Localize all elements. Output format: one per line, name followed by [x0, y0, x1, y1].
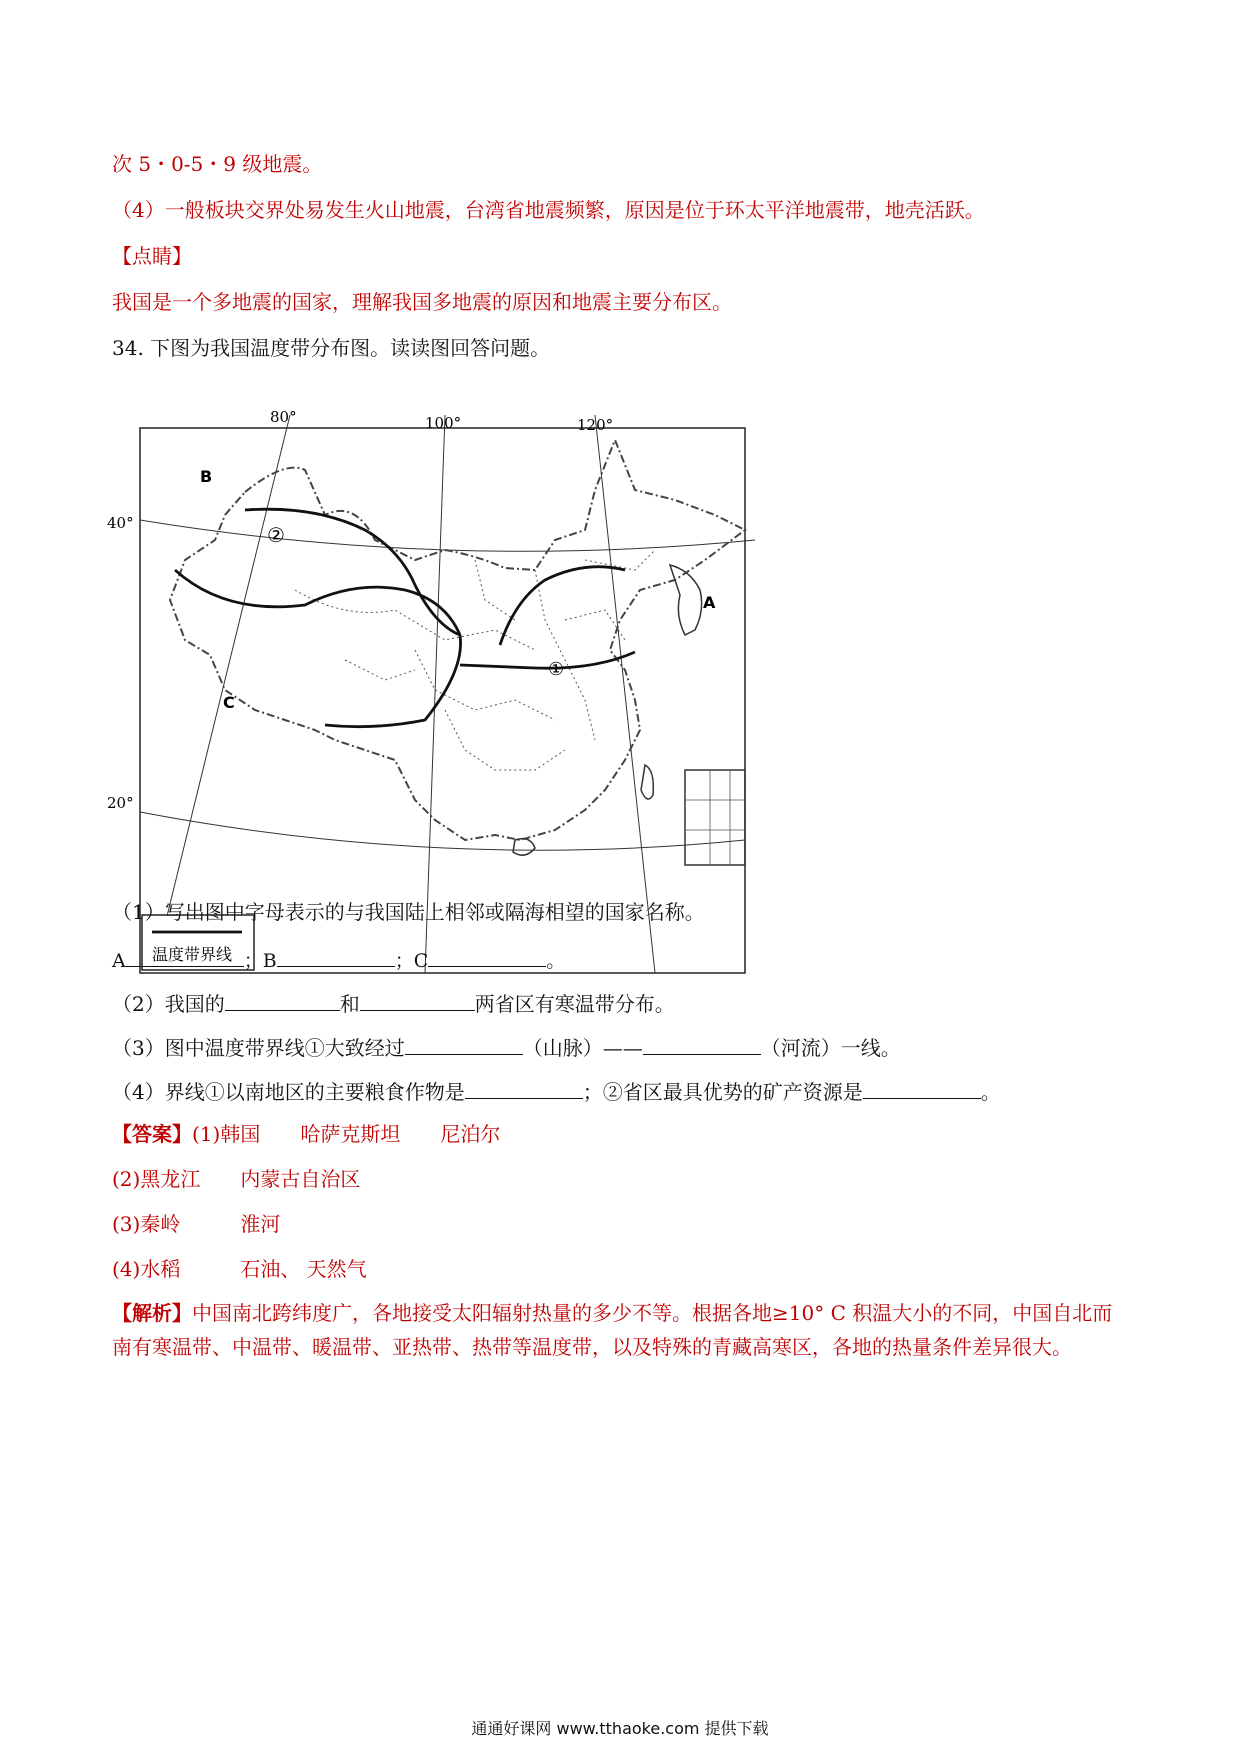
- meridian-80: [155, 415, 290, 965]
- q1-label-b: ；B: [243, 950, 277, 972]
- page-footer: 通通好课网 www.tthaoke.com 提供下载: [471, 1719, 769, 1738]
- q2-text-c: 两省区有寒温带分布。: [474, 992, 675, 1016]
- q2-row: [112, 988, 675, 1018]
- q4-row: [112, 1076, 1001, 1106]
- q2-blank-1[interactable]: [225, 988, 340, 1011]
- q3-text-b: （山脉）——: [522, 1036, 643, 1060]
- q1-blanks-row: [112, 944, 565, 975]
- map-letter-c: C: [223, 693, 235, 712]
- lon-label-120: 120°: [577, 416, 614, 434]
- lon-label-80: 80°: [270, 408, 297, 426]
- q1-blank-c[interactable]: [428, 944, 546, 967]
- analysis-block: [112, 1296, 1132, 1364]
- q1-end: 。: [546, 950, 566, 972]
- answer-1: (1)韩国 哈萨克斯坦 尼泊尔: [192, 1122, 501, 1146]
- answer-2: (2)黑龙江 内蒙古自治区: [112, 1167, 361, 1191]
- temperature-zone-map: [107, 408, 855, 980]
- parallel-40: [140, 520, 755, 551]
- q2-text-a: （2）我国的: [112, 992, 225, 1016]
- south-sea-inset: [685, 770, 745, 865]
- analysis-label: 【解析】: [112, 1301, 192, 1325]
- analysis-text: 中国南北跨纬度广，各地接受太阳辐射热量的多少不等。根据各地≥10° C 积温大小的不同，中国自北而南有寒温带、中温带、暖温带、亚热带、热带等温度带，以及特殊的青藏高寒区，各地的热量条件差异很大。: [112, 1301, 1113, 1359]
- q3-text-c: （河流）一线。: [760, 1036, 901, 1060]
- prev-answer-line-4: （4）一般板块交界处易发生火山地震，台湾省地震频繁，原因是位于环太平洋地震带，地壳活跃。: [112, 198, 985, 222]
- boundary-line-plateau: [175, 570, 461, 727]
- china-border: [170, 440, 745, 840]
- q2-text-b: 和: [339, 992, 360, 1016]
- q1-blank-b[interactable]: [277, 944, 395, 967]
- q3-blank-1[interactable]: [405, 1032, 523, 1055]
- answer-4: (4)水稻 石油、 天然气: [112, 1257, 367, 1281]
- dianjing-text: 我国是一个多地震的国家，理解我国多地震的原因和地震主要分布区。: [112, 290, 732, 314]
- legend-label: 温度带界线: [152, 945, 233, 964]
- map-letter-a: A: [703, 593, 716, 612]
- answer-label: 【答案】: [112, 1122, 192, 1146]
- question-title: 34. 下图为我国温度带分布图。读读图回答问题。: [112, 336, 551, 360]
- map-number-2: ②: [267, 523, 285, 547]
- map-letter-b: B: [200, 467, 213, 486]
- dianjing-label: 【点睛】: [112, 244, 192, 268]
- korea-outline: [670, 565, 702, 635]
- q4-blank-2[interactable]: [863, 1076, 981, 1099]
- taiwan-outline: [641, 765, 653, 799]
- q3-blank-2[interactable]: [643, 1032, 761, 1055]
- answer-row-1: [112, 1120, 500, 1148]
- parallel-20: [140, 812, 745, 850]
- map-number-1: ①: [548, 659, 565, 680]
- q4-text-b: ；②省区最具优势的矿产资源是: [582, 1080, 863, 1104]
- lat-label-40: 40°: [107, 514, 134, 532]
- q4-text-a: （4）界线①以南地区的主要粮食作物是: [112, 1080, 465, 1104]
- q3-row: [112, 1032, 901, 1062]
- lon-label-100: 100°: [425, 414, 462, 432]
- prev-answer-tail: 次 5・0-5・9 级地震。: [112, 152, 323, 176]
- province-lines: [295, 550, 655, 770]
- hainan-outline: [513, 839, 535, 856]
- q3-text-a: （3）图中温度带界线①大致经过: [112, 1036, 405, 1060]
- map-svg: [107, 408, 855, 980]
- q1-label-a: A: [112, 950, 126, 972]
- answer-3: (3)秦岭 淮河: [112, 1212, 281, 1236]
- q1-label-c: ；C: [394, 950, 429, 972]
- boundary-line-north: [500, 567, 625, 645]
- q4-blank-1[interactable]: [465, 1076, 583, 1099]
- q4-text-c: 。: [980, 1080, 1001, 1104]
- q2-blank-2[interactable]: [360, 988, 475, 1011]
- meridian-120: [595, 415, 655, 973]
- q1-text: （1）写出图中字母表示的与我国陆上相邻或隔海相望的国家名称。: [112, 900, 705, 924]
- q1-blank-a[interactable]: [126, 944, 244, 967]
- inset-grid: [685, 770, 745, 865]
- lat-label-20: 20°: [107, 794, 134, 812]
